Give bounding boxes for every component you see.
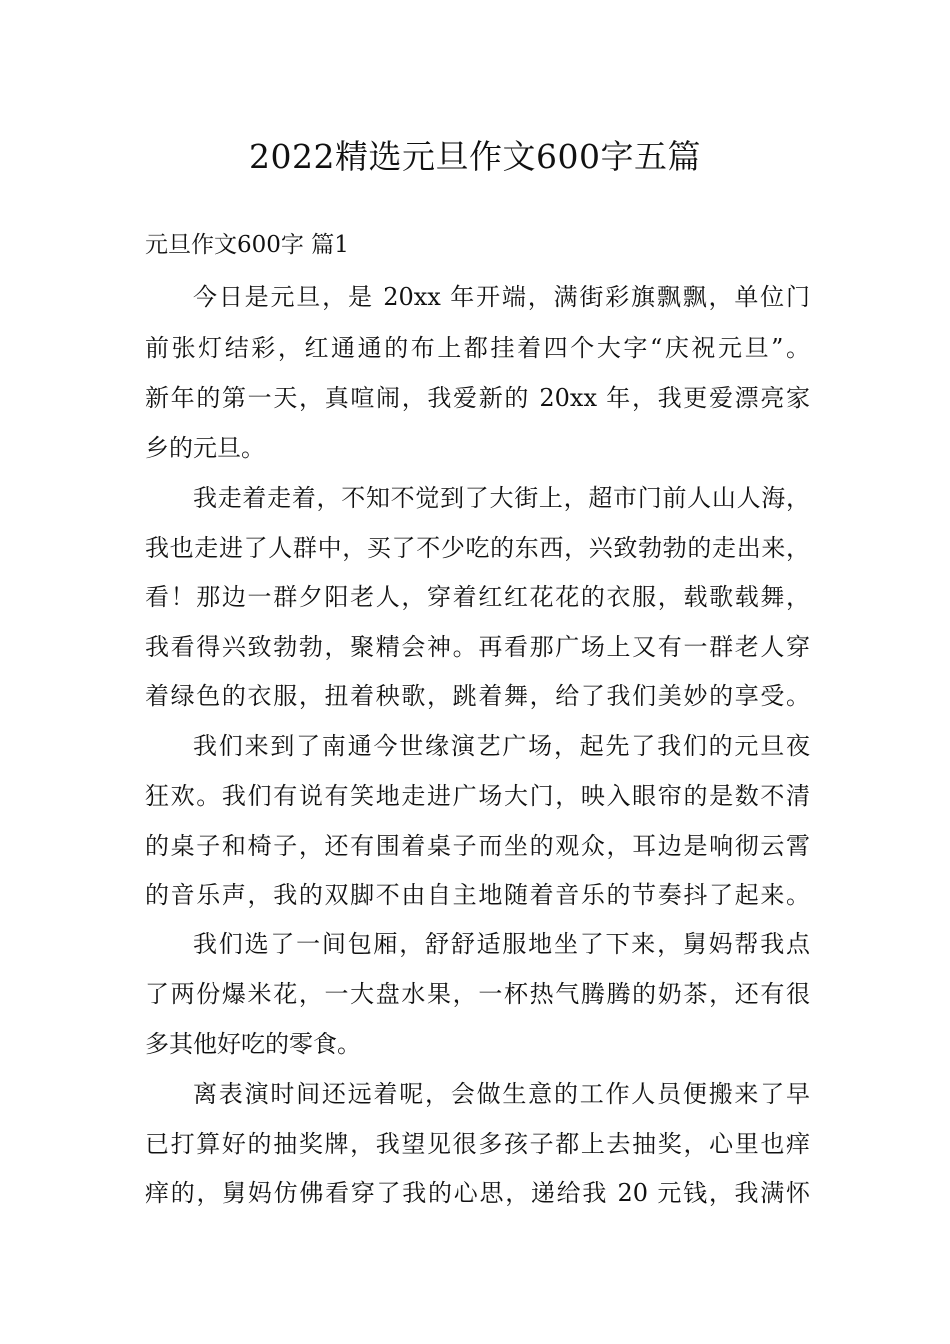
paragraph-line: 我看得兴致勃勃，聚精会神。再看那广场上又有一群老人穿 (145, 633, 810, 661)
paragraph-line: 了两份爆米花，一大盘水果，一杯热气腾腾的奶茶，还有很 (145, 980, 810, 1008)
paragraph-line: 我们来到了南通今世缘演艺广场，起先了我们的元旦夜 (193, 732, 810, 760)
paragraph-line: 我走着走着，不知不觉到了大街上，超市门前人山人海， (193, 484, 810, 512)
section-heading: 元旦作文600字 篇1 (145, 232, 349, 258)
paragraph-line: 痒的，舅妈仿佛看穿了我的心思，递给我 20 元钱，我满怀 (145, 1179, 810, 1207)
paragraph-line: 今日是元旦，是 20xx 年开端，满街彩旗飘飘，单位门 (193, 283, 810, 311)
paragraph-line: 离表演时间还远着呢，会做生意的工作人员便搬来了早 (193, 1080, 810, 1108)
paragraph-line: 新年的第一天，真喧闹，我爱新的 20xx 年，我更爱漂亮家 (145, 384, 810, 412)
paragraph-line: 我也走进了人群中，买了不少吃的东西，兴致勃勃的走出来， (145, 534, 810, 562)
paragraph-line: 看！那边一群夕阳老人，穿着红红花花的衣服，载歌载舞， (145, 583, 810, 611)
document-title: 2022精选元旦作文600字五篇 (249, 137, 701, 176)
paragraph-line: 着绿色的衣服，扭着秧歌，跳着舞，给了我们美妙的享受。 (145, 682, 810, 710)
paragraph-line: 已打算好的抽奖牌，我望见很多孩子都上去抽奖，心里也痒 (145, 1130, 810, 1158)
paragraph-line: 多其他好吃的零食。 (145, 1030, 361, 1058)
paragraph-line: 狂欢。我们有说有笑地走进广场大门，映入眼帘的是数不清 (145, 782, 810, 810)
paragraph-line: 前张灯结彩，红通通的布上都挂着四个大字“庆祝元旦”。 (145, 334, 810, 362)
paragraph-line: 乡的元旦。 (145, 434, 265, 462)
paragraph-line: 的桌子和椅子，还有围着桌子而坐的观众，耳边是响彻云霄 (145, 832, 810, 860)
paragraph-line: 的音乐声，我的双脚不由自主地随着音乐的节奏抖了起来。 (145, 881, 810, 909)
paragraph-line: 我们选了一间包厢，舒舒适服地坐了下来，舅妈帮我点 (193, 930, 810, 958)
